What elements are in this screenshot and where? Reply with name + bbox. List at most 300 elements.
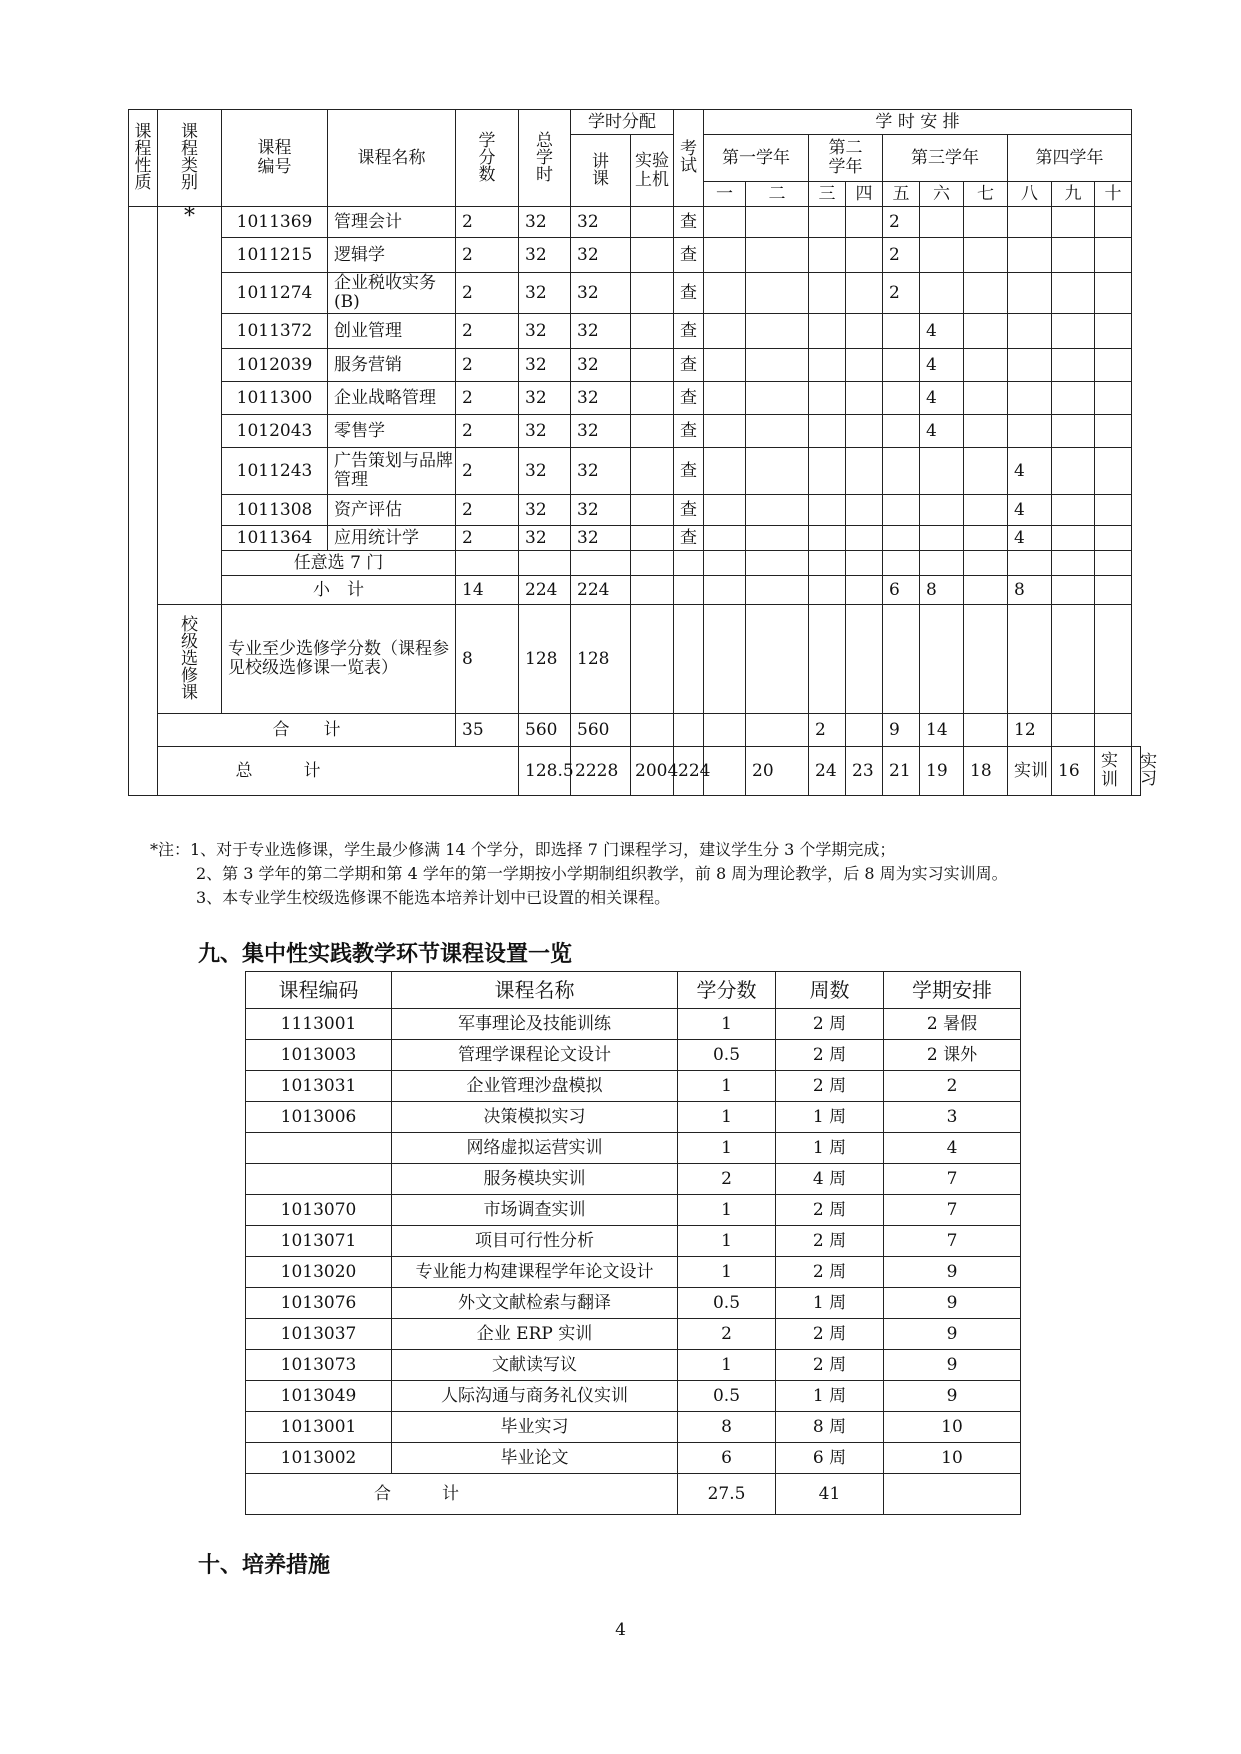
term-7-cell <box>964 207 1008 238</box>
term-8-cell <box>1008 207 1052 238</box>
course-lecture: 32 <box>571 314 631 349</box>
term-10-cell <box>1095 526 1132 551</box>
sum-term-6: 14 <box>920 714 964 747</box>
term-3-cell <box>809 526 846 551</box>
practice-code: 1013031 <box>246 1071 392 1102</box>
term-6-cell <box>920 495 964 526</box>
practice-term: 2 暑假 <box>884 1009 1021 1040</box>
term-9-cell <box>1052 448 1095 495</box>
sum-lecture: 560 <box>571 714 631 747</box>
course-name: 服务营销 <box>328 349 456 382</box>
term-6-cell: 4 <box>920 415 964 448</box>
course-exam: 查 <box>674 448 704 495</box>
subtotal-term-5: 6 <box>883 576 920 605</box>
term-7-cell <box>964 349 1008 382</box>
term-5-cell <box>883 314 920 349</box>
choose-note-row <box>129 551 1141 576</box>
subtotal-credits: 14 <box>456 576 519 605</box>
term-6-cell <box>920 273 964 314</box>
header-term-7: 七 <box>964 182 1008 207</box>
term-3-cell <box>809 415 846 448</box>
course-lab <box>631 495 674 526</box>
term-4-cell <box>846 314 883 349</box>
header-nature: 课程性质 <box>129 110 158 207</box>
sum-term-3: 2 <box>809 714 846 747</box>
course-hours: 32 <box>519 273 571 314</box>
term-2-cell <box>746 207 809 238</box>
term-8-cell <box>1008 415 1052 448</box>
practice-name: 企业 ERP 实训 <box>392 1319 678 1350</box>
course-row <box>129 238 1141 273</box>
section-9-title: 九、集中性实践教学环节课程设置一览 <box>198 942 573 967</box>
sum-term-8: 12 <box>1008 714 1052 747</box>
practice-code: 1013037 <box>246 1319 392 1350</box>
term-7-cell <box>964 382 1008 415</box>
practice-name: 文献读写议 <box>392 1350 678 1381</box>
term-9-cell <box>1052 314 1095 349</box>
school-elective-term-9 <box>1052 605 1095 714</box>
grand-term-2: 24 <box>809 747 846 796</box>
empty-cell <box>674 576 704 605</box>
note-1: *注：1、对于专业选修课，学生最少修满 14 个学分，即选择 7 门课程学习，建议学生分 3 个学期完成； <box>150 840 896 859</box>
term-5-cell: 2 <box>883 207 920 238</box>
course-lab <box>631 314 674 349</box>
term-2-cell <box>746 526 809 551</box>
course-row <box>129 314 1141 349</box>
term-9-cell <box>1052 273 1095 314</box>
grand-term-4: 21 <box>883 747 920 796</box>
empty-cell <box>674 605 704 714</box>
practice-weeks: 6 周 <box>776 1443 884 1474</box>
term-9-cell <box>1052 349 1095 382</box>
practice-name: 专业能力构建课程学年论文设计 <box>392 1257 678 1288</box>
term-6-cell <box>920 526 964 551</box>
practice-name: 服务模块实训 <box>392 1164 678 1195</box>
empty-cell <box>519 551 571 576</box>
term-3-cell <box>809 207 846 238</box>
course-lab <box>631 415 674 448</box>
choose-note: 任意选 7 门 <box>222 551 456 576</box>
term-4-cell <box>846 207 883 238</box>
practice-term: 4 <box>884 1133 1021 1164</box>
course-code: 1012043 <box>222 415 328 448</box>
term-1-cell <box>704 349 746 382</box>
practice-name: 项目可行性分析 <box>392 1226 678 1257</box>
practice-credits: 1 <box>678 1350 776 1381</box>
sum-term-7 <box>964 714 1008 747</box>
practice-term: 9 <box>884 1319 1021 1350</box>
course-exam: 查 <box>674 526 704 551</box>
course-name: 创业管理 <box>328 314 456 349</box>
course-code: 1011274 <box>222 273 328 314</box>
empty-cell <box>704 551 746 576</box>
grand-total-row <box>129 747 1141 796</box>
course-hours: 32 <box>519 349 571 382</box>
practice-term: 2 课外 <box>884 1040 1021 1071</box>
course-hours: 32 <box>519 382 571 415</box>
course-credits: 2 <box>456 207 519 238</box>
practice-weeks: 1 周 <box>776 1102 884 1133</box>
practice-term: 2 <box>884 1071 1021 1102</box>
practice-term: 9 <box>884 1257 1021 1288</box>
empty-cell <box>746 551 809 576</box>
course-lecture: 32 <box>571 382 631 415</box>
course-code: 1011300 <box>222 382 328 415</box>
practice-row <box>246 1319 1021 1350</box>
term-8-cell: 4 <box>1008 495 1052 526</box>
course-exam: 查 <box>674 238 704 273</box>
school-elective-term-3 <box>809 605 846 714</box>
course-exam: 查 <box>674 349 704 382</box>
term-10-cell <box>1095 207 1132 238</box>
term-10-cell <box>1095 273 1132 314</box>
subtotal-lecture: 224 <box>571 576 631 605</box>
practice-term: 7 <box>884 1226 1021 1257</box>
empty-cell <box>883 551 920 576</box>
term-2-cell <box>746 415 809 448</box>
practice-credits: 8 <box>678 1412 776 1443</box>
term-1-cell <box>704 382 746 415</box>
header-schedule: 学 时 安 排 <box>704 110 1132 135</box>
practice-weeks: 1 周 <box>776 1288 884 1319</box>
practice-weeks: 2 周 <box>776 1071 884 1102</box>
practice-code: 1113001 <box>246 1009 392 1040</box>
term-5-cell <box>883 415 920 448</box>
course-lecture: 32 <box>571 415 631 448</box>
header-term-2: 二 <box>746 182 809 207</box>
course-row <box>129 207 1141 238</box>
practice-total-credits: 27.5 <box>678 1474 776 1515</box>
practice-credits: 0.5 <box>678 1040 776 1071</box>
course-code: 1011364 <box>222 526 328 551</box>
header-term-5: 五 <box>883 182 920 207</box>
term-3-cell <box>809 238 846 273</box>
header-term-1: 一 <box>704 182 746 207</box>
practice-credits: 0.5 <box>678 1381 776 1412</box>
term-5-cell: 2 <box>883 273 920 314</box>
practice-row <box>246 1381 1021 1412</box>
course-lecture: 32 <box>571 349 631 382</box>
term-3-cell <box>809 273 846 314</box>
sum-term-9 <box>1052 714 1095 747</box>
practice-header-row <box>246 972 1021 1009</box>
header-term-4: 四 <box>846 182 883 207</box>
course-name: 资产评估 <box>328 495 456 526</box>
empty-cell <box>571 551 631 576</box>
practice-weeks: 2 周 <box>776 1319 884 1350</box>
course-credits: 2 <box>456 448 519 495</box>
course-credits: 2 <box>456 495 519 526</box>
course-row <box>129 415 1141 448</box>
practice-total-row <box>246 1474 1021 1515</box>
course-credits: 2 <box>456 382 519 415</box>
course-credits: 2 <box>456 314 519 349</box>
header-term-3: 三 <box>809 182 846 207</box>
grand-term-1: 20 <box>746 747 809 796</box>
grand-lab: 224 <box>674 747 704 796</box>
practice-row <box>246 1009 1021 1040</box>
term-10-cell <box>1095 382 1132 415</box>
course-exam: 查 <box>674 207 704 238</box>
practice-weeks: 1 周 <box>776 1133 884 1164</box>
term-10-cell <box>1095 314 1132 349</box>
empty-cell <box>674 714 704 747</box>
practice-term: 9 <box>884 1381 1021 1412</box>
course-credits: 2 <box>456 526 519 551</box>
course-hours: 32 <box>519 238 571 273</box>
course-lecture: 32 <box>571 207 631 238</box>
term-2-cell <box>746 495 809 526</box>
section-10-title: 十、培养措施 <box>198 1553 331 1578</box>
term-4-cell <box>846 349 883 382</box>
practice-row <box>246 1443 1021 1474</box>
sum-term-4 <box>846 714 883 747</box>
practice-credits: 1 <box>678 1071 776 1102</box>
star-mark: * <box>158 207 222 605</box>
practice-total-term <box>884 1474 1021 1515</box>
practice-weeks: 2 周 <box>776 1257 884 1288</box>
practice-weeks: 2 周 <box>776 1195 884 1226</box>
course-lecture: 32 <box>571 273 631 314</box>
sum-row <box>129 714 1141 747</box>
course-hours: 32 <box>519 495 571 526</box>
subtotal-term-1 <box>704 576 746 605</box>
course-code: 1011369 <box>222 207 328 238</box>
course-name: 零售学 <box>328 415 456 448</box>
term-10-cell <box>1095 415 1132 448</box>
practice-term: 9 <box>884 1288 1021 1319</box>
page-number: 4 <box>615 1620 626 1640</box>
course-exam: 查 <box>674 382 704 415</box>
empty-cell <box>964 551 1008 576</box>
course-code: 1011243 <box>222 448 328 495</box>
term-9-cell <box>1052 415 1095 448</box>
practice-name: 管理学课程论文设计 <box>392 1040 678 1071</box>
sum-term-10 <box>1095 714 1132 747</box>
header-name: 课程名称 <box>328 110 456 207</box>
term-4-cell <box>846 273 883 314</box>
term-5-cell <box>883 349 920 382</box>
course-hours: 32 <box>519 314 571 349</box>
course-lecture: 32 <box>571 448 631 495</box>
course-lecture: 32 <box>571 495 631 526</box>
course-name: 企业税收实务(B) <box>328 273 456 314</box>
practice-header-credits: 学分数 <box>678 972 776 1009</box>
header-term-8: 八 <box>1008 182 1052 207</box>
practice-total-label: 合 计 <box>246 1474 678 1515</box>
sum-hours: 560 <box>519 714 571 747</box>
header-category: 课程类别 <box>158 110 222 207</box>
sum-credits: 35 <box>456 714 519 747</box>
practice-weeks: 1 周 <box>776 1381 884 1412</box>
practice-term: 10 <box>884 1412 1021 1443</box>
practice-term: 7 <box>884 1195 1021 1226</box>
course-exam: 查 <box>674 415 704 448</box>
practice-code: 1013006 <box>246 1102 392 1133</box>
term-9-cell <box>1052 238 1095 273</box>
header-year-2: 第二学年 <box>809 135 883 182</box>
term-7-cell <box>964 526 1008 551</box>
course-lab <box>631 526 674 551</box>
practice-weeks: 8 周 <box>776 1412 884 1443</box>
term-9-cell <box>1052 495 1095 526</box>
term-9-cell <box>1052 207 1095 238</box>
course-name: 逻辑学 <box>328 238 456 273</box>
practice-name: 军事理论及技能训练 <box>392 1009 678 1040</box>
course-credits: 2 <box>456 349 519 382</box>
term-4-cell <box>846 238 883 273</box>
term-5-cell: 2 <box>883 238 920 273</box>
practice-table <box>245 971 1021 1515</box>
practice-name: 企业管理沙盘模拟 <box>392 1071 678 1102</box>
school-elective-term-7 <box>964 605 1008 714</box>
course-exam: 查 <box>674 314 704 349</box>
practice-weeks: 2 周 <box>776 1226 884 1257</box>
term-5-cell <box>883 382 920 415</box>
term-7-cell <box>964 495 1008 526</box>
practice-row <box>246 1102 1021 1133</box>
grand-term-8: 16 <box>1052 747 1095 796</box>
term-4-cell <box>846 526 883 551</box>
practice-header-weeks: 周数 <box>776 972 884 1009</box>
subtotal-hours: 224 <box>519 576 571 605</box>
practice-row <box>246 1040 1021 1071</box>
course-row <box>129 526 1141 551</box>
practice-credits: 1 <box>678 1257 776 1288</box>
school-elective-term-4 <box>846 605 883 714</box>
practice-row <box>246 1071 1021 1102</box>
school-elective-lecture: 128 <box>571 605 631 714</box>
practice-header-name: 课程名称 <box>392 972 678 1009</box>
term-9-cell <box>1052 382 1095 415</box>
course-lecture: 32 <box>571 526 631 551</box>
practice-code: 1013001 <box>246 1412 392 1443</box>
term-2-cell <box>746 273 809 314</box>
practice-name: 毕业论文 <box>392 1443 678 1474</box>
term-3-cell <box>809 314 846 349</box>
course-lab <box>631 349 674 382</box>
sum-label: 合 计 <box>158 714 456 747</box>
notes <box>150 838 1008 910</box>
header-year-1: 第一学年 <box>704 135 809 182</box>
practice-weeks: 2 周 <box>776 1009 884 1040</box>
course-hours: 32 <box>519 415 571 448</box>
course-code: 1011372 <box>222 314 328 349</box>
practice-name: 人际沟通与商务礼仪实训 <box>392 1381 678 1412</box>
course-hours: 32 <box>519 526 571 551</box>
practice-code: 1013003 <box>246 1040 392 1071</box>
grand-total-label: 总 计 <box>158 747 519 796</box>
subtotal-term-6: 8 <box>920 576 964 605</box>
header-year-4: 第四学年 <box>1008 135 1132 182</box>
grand-lecture: 2004 <box>631 747 674 796</box>
term-4-cell <box>846 415 883 448</box>
practice-code: 1013070 <box>246 1195 392 1226</box>
course-name: 应用统计学 <box>328 526 456 551</box>
term-6-cell: 4 <box>920 314 964 349</box>
empty-cell <box>1095 551 1132 576</box>
subtotal-term-7 <box>964 576 1008 605</box>
school-elective-desc: 专业至少选修学分数（课程参见校级选修课一览表） <box>222 605 456 714</box>
school-elective-term-1 <box>704 605 746 714</box>
nature-cell <box>129 207 158 796</box>
practice-row <box>246 1288 1021 1319</box>
term-5-cell <box>883 448 920 495</box>
school-elective-term-2 <box>746 605 809 714</box>
practice-name: 市场调查实训 <box>392 1195 678 1226</box>
subtotal-row <box>129 576 1141 605</box>
subtotal-label: 小 计 <box>222 576 456 605</box>
sum-term-5: 9 <box>883 714 920 747</box>
practice-term: 7 <box>884 1164 1021 1195</box>
subtotal-term-9 <box>1052 576 1095 605</box>
practice-code: 1013020 <box>246 1257 392 1288</box>
course-table <box>128 109 1158 796</box>
empty-cell <box>1008 551 1052 576</box>
term-1-cell <box>704 273 746 314</box>
term-7-cell <box>964 238 1008 273</box>
term-7-cell <box>964 448 1008 495</box>
practice-weeks: 2 周 <box>776 1040 884 1071</box>
empty-cell <box>631 714 674 747</box>
course-lab <box>631 273 674 314</box>
practice-credits: 0.5 <box>678 1288 776 1319</box>
term-10-cell <box>1095 448 1132 495</box>
practice-term: 9 <box>884 1350 1021 1381</box>
grand-credits: 128.5 <box>519 747 571 796</box>
term-8-cell <box>1008 382 1052 415</box>
sum-term-1 <box>704 714 746 747</box>
course-hours: 32 <box>519 207 571 238</box>
course-name: 企业战略管理 <box>328 382 456 415</box>
header-term-9: 九 <box>1052 182 1095 207</box>
term-3-cell <box>809 495 846 526</box>
subtotal-term-4 <box>846 576 883 605</box>
practice-term: 10 <box>884 1443 1021 1474</box>
course-exam: 查 <box>674 273 704 314</box>
practice-credits: 1 <box>678 1102 776 1133</box>
term-6-cell: 4 <box>920 382 964 415</box>
practice-header-code: 课程编码 <box>246 972 392 1009</box>
subtotal-term-3 <box>809 576 846 605</box>
empty-cell <box>631 551 674 576</box>
sum-term-2 <box>746 714 809 747</box>
practice-weeks: 2 周 <box>776 1350 884 1381</box>
course-lab <box>631 448 674 495</box>
course-row <box>129 349 1141 382</box>
grand-term-9: 实训 <box>1095 747 1132 796</box>
practice-credits: 2 <box>678 1319 776 1350</box>
course-lab <box>631 382 674 415</box>
course-hours: 32 <box>519 448 571 495</box>
practice-credits: 1 <box>678 1009 776 1040</box>
empty-cell <box>846 551 883 576</box>
course-exam: 查 <box>674 495 704 526</box>
note-3: 3、本专业学生校级选修课不能选本培养计划中已设置的相关课程。 <box>196 888 671 907</box>
grand-term-3: 23 <box>846 747 883 796</box>
school-elective-term-10 <box>1095 605 1132 714</box>
term-1-cell <box>704 448 746 495</box>
school-elective-row <box>129 605 1141 714</box>
header-hour-dist: 学时分配 <box>571 110 674 135</box>
term-8-cell <box>1008 349 1052 382</box>
term-2-cell <box>746 382 809 415</box>
practice-row <box>246 1350 1021 1381</box>
term-1-cell <box>704 415 746 448</box>
course-row <box>129 495 1141 526</box>
term-1-cell <box>704 238 746 273</box>
term-10-cell <box>1095 495 1132 526</box>
